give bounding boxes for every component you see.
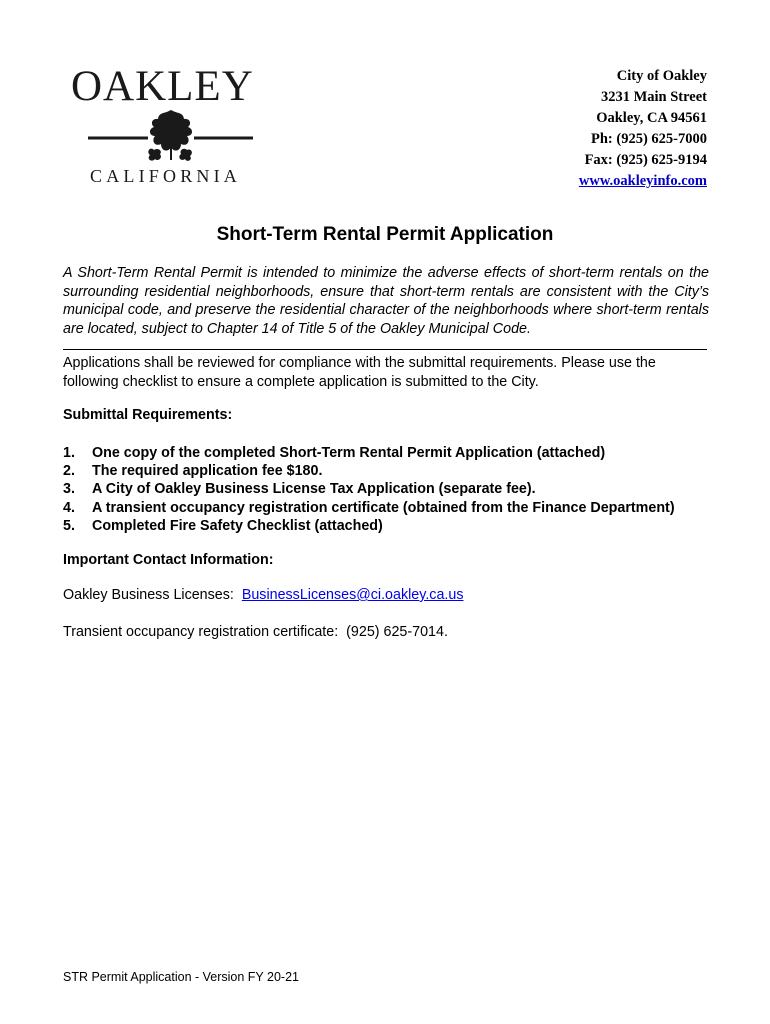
transient-certificate-label: Transient occupancy registration certificate: <box>63 624 339 640</box>
page-title: Short-Term Rental Permit Application <box>216 224 554 245</box>
footer-version: STR Permit Application - Version FY 20-21 <box>63 970 299 984</box>
contact-heading: Important Contact Information: <box>63 552 274 568</box>
business-license-label: Oakley Business Licenses: <box>63 587 234 603</box>
city-logo <box>63 62 273 194</box>
logo-state-word: CALIFORNIA <box>90 166 242 186</box>
address-city: City of Oakley <box>616 68 707 84</box>
transient-certificate-line <box>63 624 448 640</box>
business-license-line <box>63 587 463 603</box>
business-license-email-link[interactable]: BusinessLicenses@ci.oakley.ca.us <box>241 587 464 603</box>
list-item: 2. The required application fee $180. <box>63 463 323 480</box>
website-link[interactable]: www.oakleyinfo.com <box>578 173 707 189</box>
city-address-block <box>579 66 707 192</box>
transient-certificate-phone: (925) 625-7014. <box>346 624 448 640</box>
list-item: 5. Completed Fire Safety Checklist (attached) <box>63 517 383 534</box>
list-item: 3. A City of Oakley Business License Tax Application (separate fee). <box>63 481 536 498</box>
oak-leaf-icon <box>88 106 253 164</box>
logo-city-word: OAKLEY <box>71 63 254 110</box>
intro-paragraph: A Short-Term Rental Permit is intended to minimize the adverse effects of short-term rentals on the surrounding residential neighborhoods, ensure that short-term rentals are consistent with the City’s municipal code, and preserve the residential character of the neighborhoods where short-term rentals are located, subject to Chapter 14 of Title 5 of the Oakley Municipal Code. <box>63 265 709 337</box>
instructions-paragraph: Applications shall be reviewed for compliance with the submittal requirements. Please use the following checklist to ensure a complete application is submitted to the City. <box>63 355 656 390</box>
address-fax: Fax: (925) 625-9194 <box>584 152 707 168</box>
address-street: 3231 Main Street <box>600 89 707 105</box>
submittal-heading: Submittal Requirements: <box>63 407 233 423</box>
submittal-list <box>63 444 723 535</box>
list-item: 1. One copy of the completed Short-Term Rental Permit Application (attached) <box>63 445 606 461</box>
section-divider <box>63 349 707 350</box>
list-item: 4. A transient occupancy registration certificate (obtained from the Finance Department) <box>63 499 675 516</box>
address-phone: Ph: (925) 625-7000 <box>591 131 707 147</box>
address-city-state-zip: Oakley, CA 94561 <box>596 110 707 126</box>
